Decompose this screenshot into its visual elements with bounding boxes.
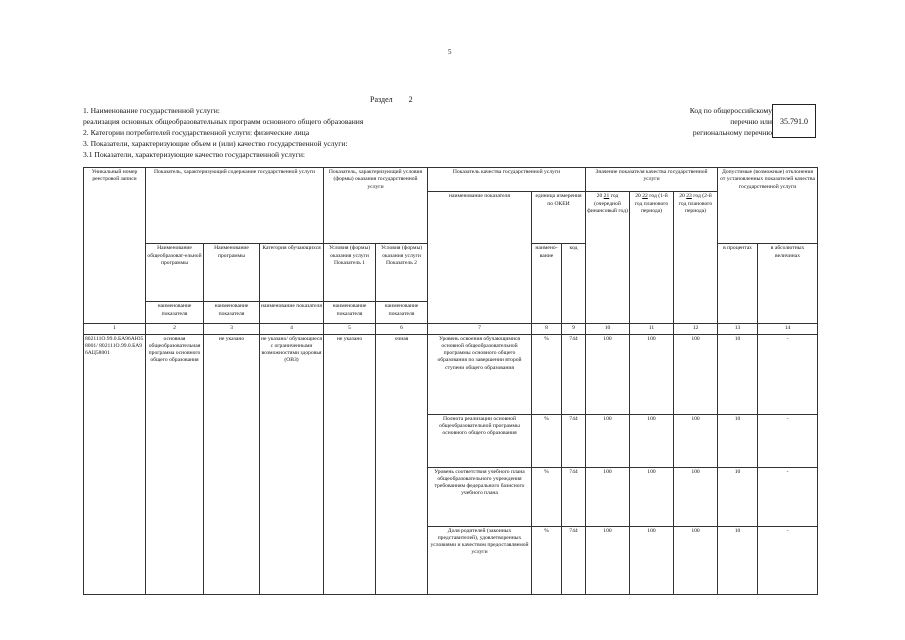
spacer — [324, 192, 428, 244]
column-number: 9 — [562, 324, 586, 334]
column-number: 1 — [84, 324, 146, 334]
section-number: 2 — [408, 95, 413, 104]
record-category: не указано/ обучающиеся с ограниченными возможностями здоровья (ОВЗ) — [260, 334, 324, 594]
header-absolute: в абсолютных величинах — [758, 244, 818, 302]
record-program: основная общеобразовательная программа основного общего образования — [146, 334, 204, 594]
spacer — [586, 244, 630, 302]
column-number: 3 — [204, 324, 260, 334]
column-number: 6 — [376, 324, 428, 334]
indicator-name: Полнота реализации основной общеобразовательной программы основного общего образования — [428, 414, 532, 467]
spacer — [562, 302, 586, 324]
header-year-3 — [674, 192, 718, 244]
deviation-absolute: - — [758, 467, 818, 526]
service-name-value: реализация основных общеобразовательных программ основного общего образования — [83, 117, 364, 126]
spacer — [674, 244, 718, 302]
column-number: 5 — [324, 324, 376, 334]
indicator-name: Уровень освоения обучающимися основной общеобразовательной программы основного общего образования по завершении второй ступени общего образования — [428, 334, 532, 414]
deviation-percent: 10 — [718, 334, 758, 414]
unit-name: % — [532, 414, 562, 467]
service-name-label: 1. Наименование государственной услуги: — [83, 106, 220, 115]
deviation-percent: 10 — [718, 467, 758, 526]
value-year-2: 100 — [630, 467, 674, 526]
spacer — [630, 302, 674, 324]
registry-code-box: 35.791.0 — [772, 104, 816, 138]
spacer — [718, 192, 818, 244]
subheader-indicator-name: наименование показателя — [376, 302, 428, 324]
spacer — [586, 302, 630, 324]
value-year-1: 100 — [586, 414, 630, 467]
year-value: 22 — [642, 193, 648, 200]
section-heading — [370, 95, 413, 104]
column-number: 13 — [718, 324, 758, 334]
header-year-1 — [586, 192, 630, 244]
section-label: Раздел — [370, 95, 393, 104]
record-programs: не указано — [204, 334, 260, 594]
quality-table — [83, 167, 818, 595]
column-number: 4 — [260, 324, 324, 334]
spacer — [146, 192, 324, 244]
value-year-2: 100 — [630, 334, 674, 414]
deviation-absolute: - — [758, 414, 818, 467]
header-program: Наименование общеобразоват-ельной программы — [146, 244, 204, 302]
year-suffix: год (2-й год планового периода) — [678, 193, 713, 214]
header-deviation: Допустимые (возможные) отклонения от установленных показателей качества государственной услуги — [718, 168, 818, 192]
value-year-3: 100 — [674, 526, 718, 594]
unit-code: 744 — [562, 467, 586, 526]
header-unit-name: наимено-вание — [532, 244, 562, 302]
column-number: 12 — [674, 324, 718, 334]
column-number: 7 — [428, 324, 532, 334]
column-number: 14 — [758, 324, 818, 334]
year-suffix: год (очередной финансовый год) — [587, 193, 628, 214]
value-year-1: 100 — [586, 334, 630, 414]
header-unit: единица измерения по ОКЕИ — [532, 192, 586, 244]
record-condition-2: очная — [376, 334, 428, 594]
year-value: 21 — [603, 193, 610, 200]
deviation-absolute: - — [758, 334, 818, 414]
deviation-percent: 10 — [718, 526, 758, 594]
unit-name: % — [532, 526, 562, 594]
code-label-3: региональному перечню — [692, 128, 772, 137]
column-number: 10 — [586, 324, 630, 334]
subheader-indicator-name: наименование показателя — [146, 302, 204, 324]
code-label-2: перечню или — [730, 117, 772, 126]
header-values: Значение показателя качества государственной услуги — [586, 168, 718, 192]
column-numbers-row — [84, 324, 818, 334]
page-number: 5 — [448, 48, 452, 56]
year-prefix: 20 — [635, 193, 641, 200]
header-conditions: Показатель, характеризующий условия (формы) оказания государственной услуги — [324, 168, 428, 192]
value-year-3: 100 — [674, 414, 718, 467]
header-percent: в процентах — [718, 244, 758, 302]
record-unique-number: 802111О.99.0.БА96АЮ58001/ 802111О.99.0.БА96АЦ58001 — [84, 334, 146, 594]
header-quality: Показатель качества государственной услуги — [428, 168, 586, 192]
record-condition-1: не указано — [324, 334, 376, 594]
spacer — [674, 302, 718, 324]
header-condition-1: Условия (формы) оказания услуги Показатель 1 — [324, 244, 376, 302]
code-label-1: Код по общероссийскому — [689, 106, 772, 115]
header-unit-code: код — [562, 244, 586, 302]
spacer — [84, 192, 146, 244]
spacer — [758, 302, 818, 324]
value-year-2: 100 — [630, 526, 674, 594]
spacer — [84, 302, 146, 324]
deviation-absolute: - — [758, 526, 818, 594]
column-number: 8 — [532, 324, 562, 334]
header-indicator-name: наименование показателя — [428, 192, 532, 244]
year-prefix: 20 — [679, 193, 685, 200]
spacer — [428, 302, 532, 324]
header-programs: Наименование программы — [204, 244, 260, 302]
unit-code: 744 — [562, 526, 586, 594]
header-condition-2: Условия (формы) оказания услуги Показатель 2 — [376, 244, 428, 302]
indicator-name: Уровень соответствия учебного плана общеобразовательного учреждения требованиям федерального базисного учебного плана — [428, 467, 532, 526]
unit-name: % — [532, 467, 562, 526]
column-number: 11 — [630, 324, 674, 334]
header-content: Показатель, характеризующий содержание государственной услуги — [146, 168, 324, 192]
year-prefix: 20 — [596, 193, 603, 200]
deviation-percent: 10 — [718, 414, 758, 467]
unit-code: 744 — [562, 414, 586, 467]
value-year-1: 100 — [586, 467, 630, 526]
consumer-category: 2. Категории потребителей государственной услуги: физические лица — [83, 128, 310, 137]
header-year-2 — [630, 192, 674, 244]
value-year-3: 100 — [674, 467, 718, 526]
indicators-heading: 3. Показатели, характеризующие объем и (или) качество государственной услуги: — [83, 139, 348, 148]
indicator-name: Доля родителей (законных представителей), удовлетворенных условиями и качеством предоставляемой услуги — [428, 526, 532, 594]
column-number: 2 — [146, 324, 204, 334]
subheader-indicator-name: наименование показателя — [324, 302, 376, 324]
spacer — [84, 244, 146, 302]
subheader-indicator-name: наименование показателя — [204, 302, 260, 324]
spacer — [718, 302, 758, 324]
spacer — [532, 302, 562, 324]
year-value: 23 — [686, 193, 692, 200]
spacer — [630, 244, 674, 302]
year-suffix: год (1-й год планового периода) — [634, 193, 669, 214]
header-unique-number: Уникальный номер реестровой записи — [84, 168, 146, 192]
value-year-2: 100 — [630, 414, 674, 467]
value-year-1: 100 — [586, 526, 630, 594]
value-year-3: 100 — [674, 334, 718, 414]
header-category: Категория обучающихся — [260, 244, 324, 302]
subheader-indicator-name: наименование показателя — [260, 302, 324, 324]
table-row — [84, 334, 818, 414]
unit-code: 744 — [562, 334, 586, 414]
spacer — [428, 244, 532, 302]
quality-indicators-heading: 3.1 Показатели, характеризующие качество государственной услуги: — [83, 150, 305, 159]
unit-name: % — [532, 334, 562, 414]
